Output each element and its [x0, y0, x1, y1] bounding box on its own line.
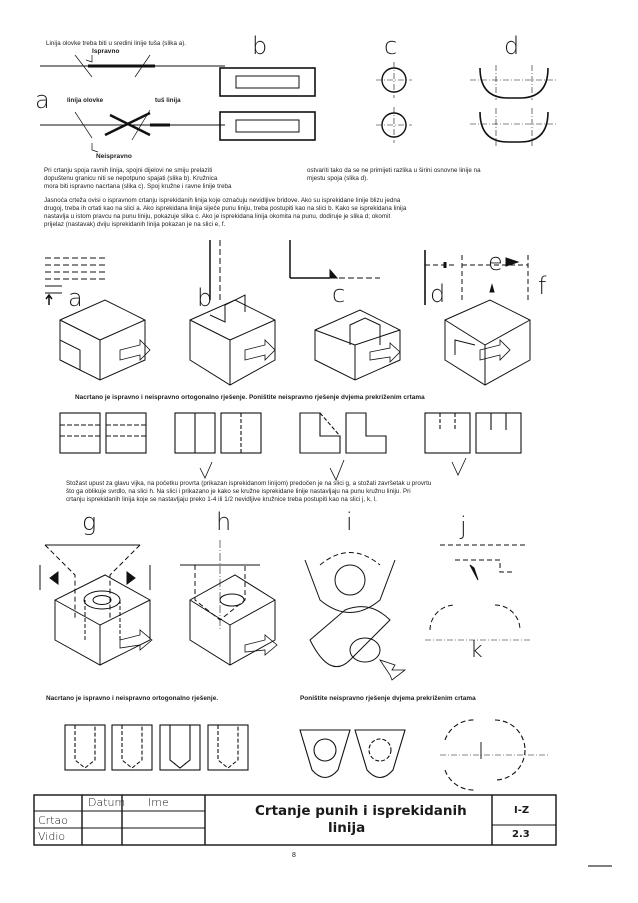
para1-left-line-3: mora biti ispravno nacrtana (slika c). Spoj kružne i ravne linije treba: [44, 183, 232, 190]
pencil-line-label: linija olovke: [67, 97, 104, 104]
fig-label-c: c: [384, 32, 398, 60]
fig-label-g: g: [82, 508, 97, 536]
fig-label-b: b: [252, 32, 268, 60]
fig-label-j: j: [460, 512, 467, 540]
caption-cancel-2: Poništite neispravno rješenje dvjema prekriženim crtama: [300, 695, 476, 702]
para2-line-2: drugoj, treba ih crtati kao na slici a. Ako isprekidana linija siječe punu liniju, treba postupiti kao na slici b. Kako se isprekidana linija: [44, 205, 407, 212]
fig-label-e: e: [488, 248, 503, 276]
para3-line-3: crtanju isprekidanih linija koje se nastavljaju preko 1-4 ili 1/2 nevidljive kružnice treba postupiti kao na slici j, k, l.: [66, 496, 377, 503]
title-block-title-line-2: linija: [328, 820, 366, 836]
page-number: 8: [292, 852, 296, 859]
fig-label-h: h: [216, 508, 232, 536]
para1-left-line-1: Pri crtanju spoja ravnih linija, spojni dijelovi ne smiju prelaziti: [44, 167, 213, 174]
correct-label: Ispravno: [92, 48, 120, 55]
caption-orthographic-1: Nacrtano je ispravno i neispravno ortogonalno rješenje. Poništite neispravno rješenje dvjema prekriženim crtama: [75, 394, 425, 401]
title-block-vidio: Vidio: [38, 830, 66, 843]
para2-line-1: Jasnoća crteža ovisi o ispravnom crtanju isprekidanih linija koje označuju nevidljive bridove. Ako su isprekidane linije blizu jedna: [44, 197, 401, 204]
fig-label-d2: d: [430, 280, 446, 308]
title-block-title-line-1: Crtanje punih i isprekidanih: [255, 803, 467, 819]
fig-label-b2: b: [197, 284, 213, 312]
para1-right-line-2: mjestu spoja (slika d).: [307, 175, 368, 182]
fig-label-a2: a: [68, 284, 83, 312]
intro-text: Linija olovke treba biti u sredini linije tuša (slika a).: [46, 40, 187, 47]
fig-label-d: d: [504, 32, 520, 60]
para2-line-4: prijelaz (nastavak) dviju isprekidanih linija pokazan je na slici e, f.: [44, 221, 226, 228]
para3-line-1: Stožast upust za glavu vijka, na početku provrta (prikazan isprekidanom linijom) predočen je na slici g, a stožati završetak u provrtu: [66, 480, 432, 487]
para1-left-line-2: dopuštenu granicu niti se nepotpuno spajati (slika b). Kružnica: [44, 175, 218, 182]
fig-label-i: i: [346, 508, 353, 536]
fig-label-c2: c: [332, 280, 346, 308]
para1-right-line-1: ostvariti tako da se ne primijeti razlika u širini osnovne linije na: [307, 167, 481, 174]
fig-label-k: k: [470, 638, 483, 663]
para2-line-3: nastavlja u istom pravcu na punu liniju, pokazuje slika c. Ako je isprekidana linija okomita na punu, dodiruje je slika d; okomit: [44, 213, 391, 220]
fig-label-a: a: [35, 86, 50, 114]
fig-label-l: l: [478, 740, 485, 765]
fig-label-f: f: [538, 272, 547, 300]
ink-line-label: tuš linija: [155, 97, 181, 104]
incorrect-label: Neispravno: [96, 153, 132, 160]
title-block-code: I-Z: [514, 805, 530, 816]
title-block-number: 2.3: [512, 829, 530, 840]
title-block-datum: Datum: [88, 796, 126, 809]
para3-line-2: što ga oblikuje svrdlo, na slici h. Na slici i prikazano je kako se kružne isprekidane linije nastavljaju na punu kružnu liniju. Pri: [66, 488, 411, 495]
caption-orthographic-2: Nacrtano je ispravno i neispravno ortogonalno rješenje.: [46, 695, 219, 702]
title-block-ime: Ime: [148, 796, 169, 809]
title-block-crtao: Crtao: [38, 814, 68, 827]
